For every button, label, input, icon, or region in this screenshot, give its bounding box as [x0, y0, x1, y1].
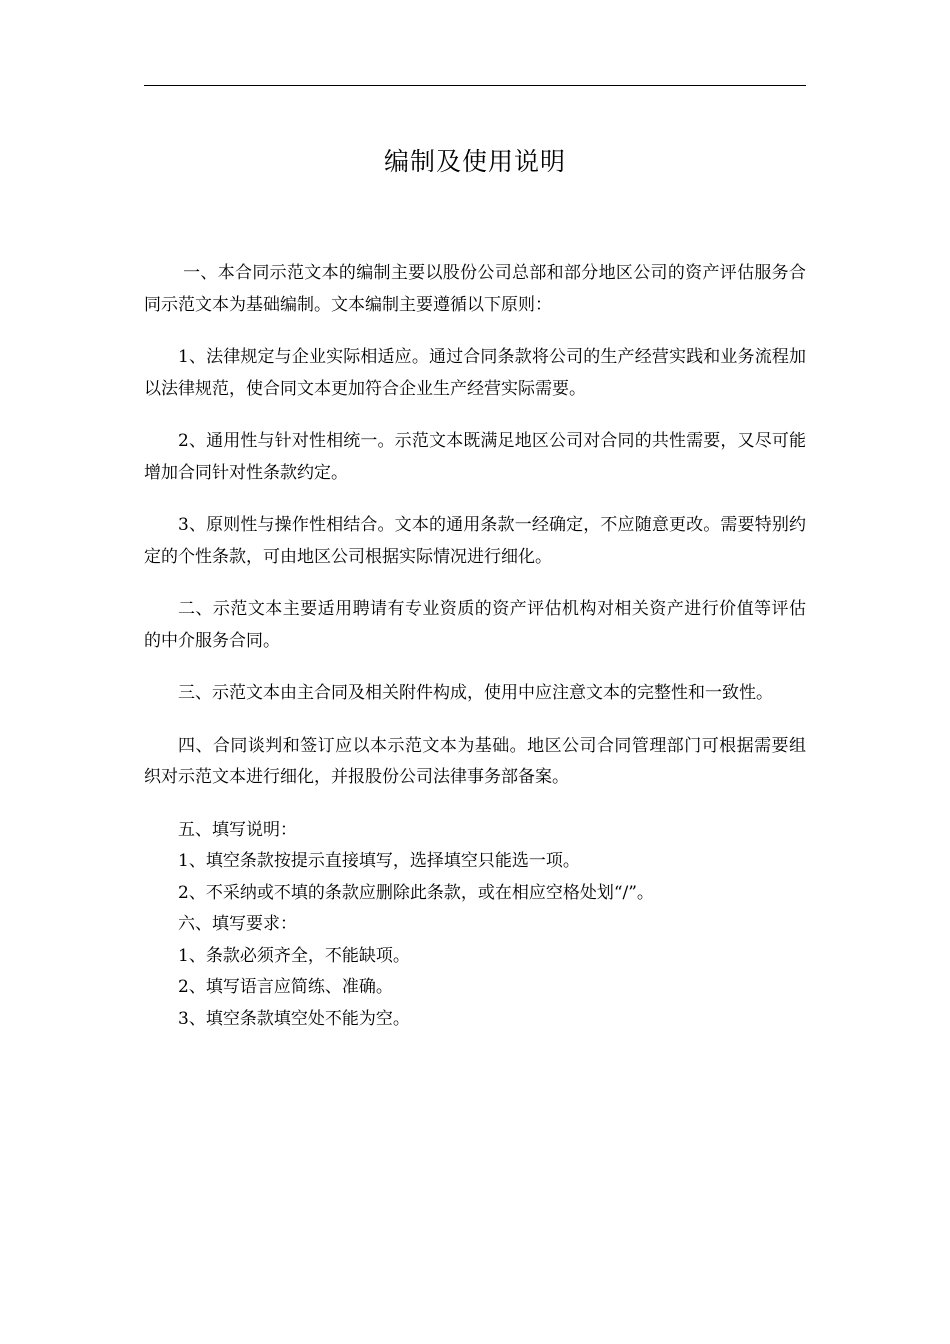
- list-item: 2、不采纳或不填的条款应删除此条款，或在相应空格处划“/”。: [178, 882, 654, 903]
- paragraph-4: 3、原则性与操作性相结合。文本的通用条款一经确定，不应随意更改。需要特别约定的个性条款，可由地区公司根据实际情况进行细化。: [144, 515, 806, 567]
- page-title: 编制及使用说明: [383, 147, 566, 176]
- instructions-list: [144, 815, 806, 1036]
- list-item: 1、填空条款按提示直接填写，选择填空只能选一项。: [178, 851, 580, 871]
- section-heading-fill-requirements: 六、填写要求：: [178, 914, 297, 934]
- paragraph-5: 二、示范文本主要适用聘请有专业资质的资产评估机构对相关资产进行价值等评估的中介服务合同。: [144, 599, 806, 651]
- list-item: 1、条款必须齐全，不能缺项。: [178, 945, 410, 966]
- paragraph-2: 1、法律规定与企业实际相适应。通过合同条款将公司的生产经营实践和业务流程加以法律规范，使合同文本更加符合企业生产经营实际需要。: [144, 347, 806, 399]
- paragraph-6: 三、示范文本由主合同及相关附件构成，使用中应注意文本的完整性和一致性。: [178, 683, 773, 703]
- list-item: 3、填空条款填空处不能为空。: [178, 1008, 410, 1029]
- document-body: [144, 258, 806, 1035]
- list-item: 2、填写语言应简练、准确。: [178, 977, 393, 997]
- paragraph-1: 一、本合同示范文本的编制主要以股份公司总部和部分地区公司的资产评估服务合同示范文本为基础编制。文本编制主要遵循以下原则：: [144, 263, 806, 315]
- paragraph-7: 四、合同谈判和签订应以本示范文本为基础。地区公司合同管理部门可根据需要组织对示范文本进行细化，并报股份公司法律事务部备案。: [144, 735, 806, 787]
- header-rule: [144, 85, 806, 86]
- paragraph-3: 2、通用性与针对性相统一。示范文本既满足地区公司对合同的共性需要，又尽可能增加合同针对性条款约定。: [144, 431, 806, 483]
- section-heading-fill-instructions: 五、填写说明：: [178, 819, 297, 840]
